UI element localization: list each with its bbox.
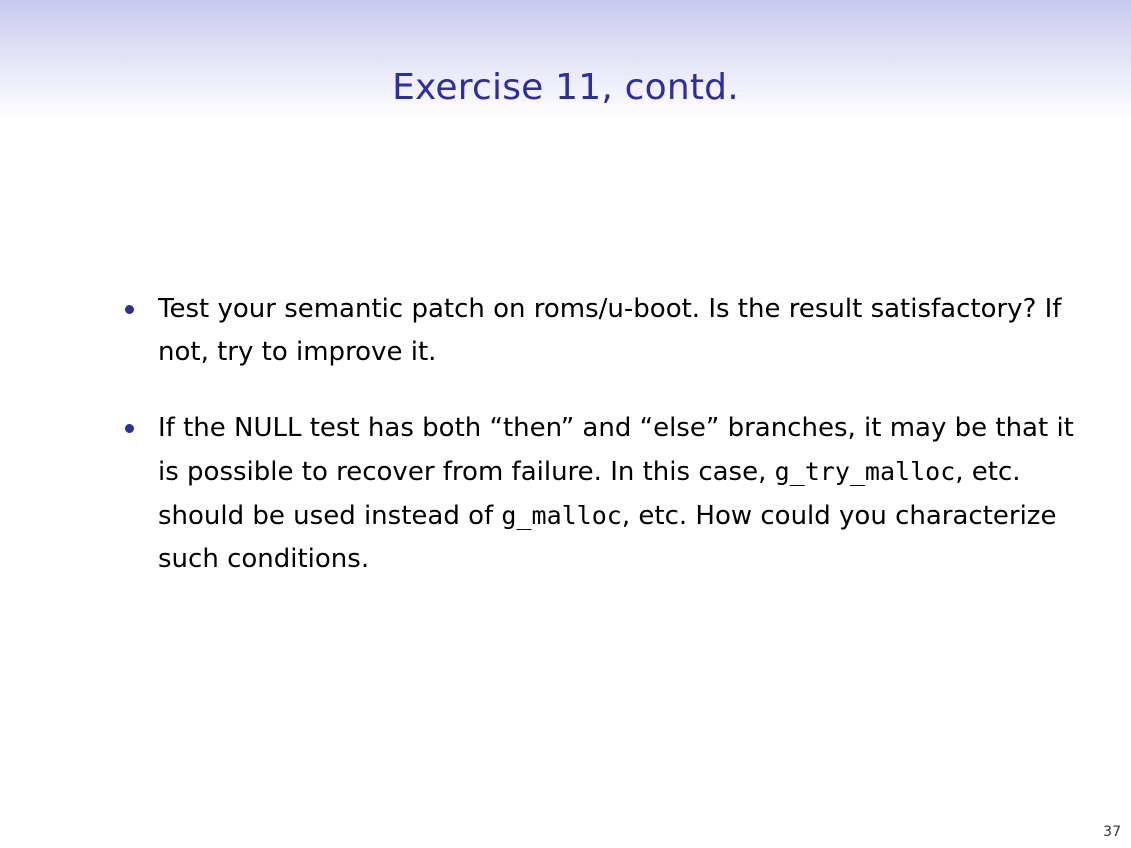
bullet-list xyxy=(120,288,1080,614)
bullet-item-1 xyxy=(120,288,1080,374)
bullet-item-2 xyxy=(120,407,1080,581)
bullet-text-2-part3: , etc. How could you characterize such conditions. xyxy=(158,501,1057,574)
bullet-dot-icon xyxy=(125,424,134,433)
code-g-try-malloc: g_try_malloc xyxy=(774,457,956,486)
slide-title: Exercise 11, contd. xyxy=(392,67,739,108)
bullet-text-2-part2: , etc. should be used instead of xyxy=(158,457,1021,531)
bullet-dot-icon xyxy=(125,305,134,314)
bullet-text-2-part1: If the NULL test has both “then” and “else” branches, it may be that it is possible to recover from failure. In this case, xyxy=(158,413,1074,487)
bullet-text-1: Test your semantic patch on roms/u-boot. Is the result satisfactory? If not, try to improve it. xyxy=(158,294,1062,367)
page-number: 37 xyxy=(1103,824,1121,840)
code-g-malloc: g_malloc xyxy=(501,501,622,530)
